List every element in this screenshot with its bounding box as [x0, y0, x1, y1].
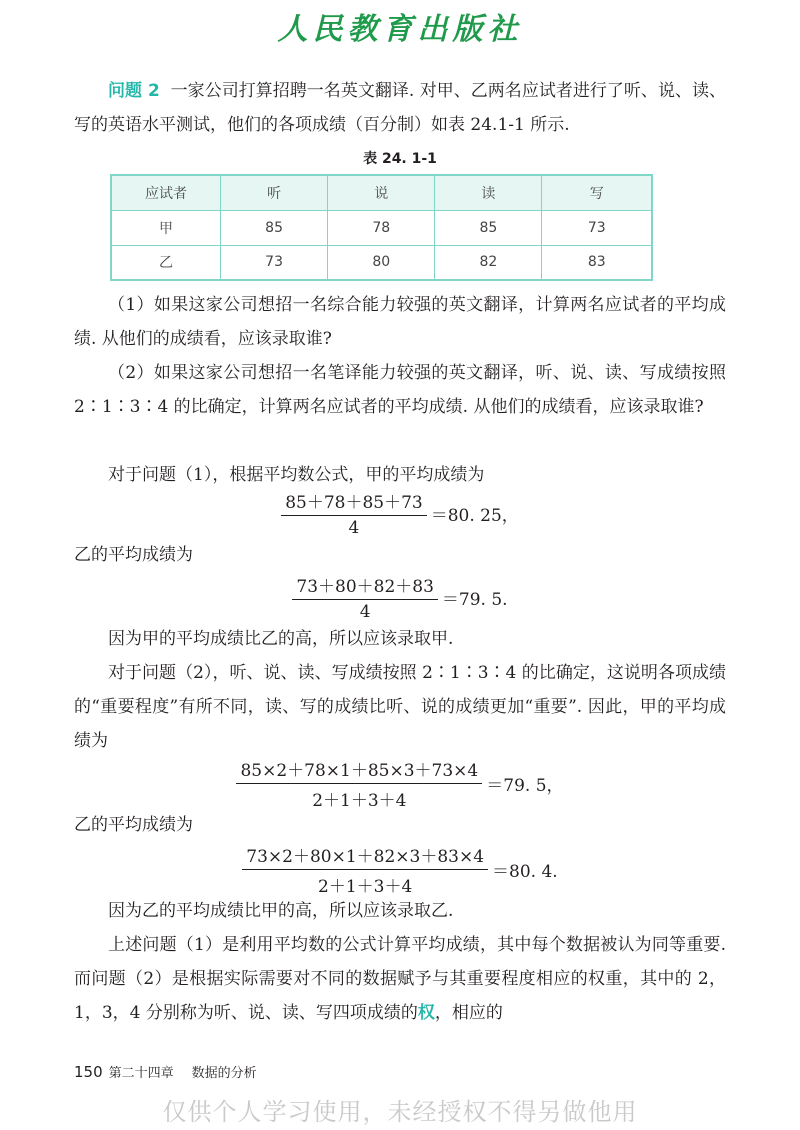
page-footer: [74, 1062, 257, 1081]
table-cell: 乙: [111, 245, 221, 280]
table-cell: 73: [221, 245, 328, 280]
table-caption: 表 24. 1-1: [363, 151, 437, 167]
closing-paragraph: [74, 928, 726, 1030]
table-header-row: [111, 175, 652, 210]
closing-text: 上述问题（1）是利用平均数的公式计算平均成绩，其中每个数据被认为同等重要. 而问题（2）是根据实际需要对不同的数据赋予与其重要程度相应的权重，其中的 2，1，3，4 分别称为听、说、读、写四项成绩的: [74, 935, 726, 1023]
solution-1-yi-intro: 乙的平均成绩为: [74, 545, 193, 565]
fraction: [242, 842, 488, 897]
publisher-logo: 人民教育出版社: [277, 12, 523, 47]
solution-1-intro: 对于问题（1），根据平均数公式，甲的平均成绩为: [108, 465, 485, 485]
fraction: [236, 756, 482, 811]
table-cell: 甲: [111, 210, 221, 245]
question-2: （2）如果这家公司想招一名笔译能力较强的英文翻译，听、说、读、写成绩按照 2∶1∶3∶4 的比确定，计算两名应试者的平均成绩. 从他们的成绩看，应该录取谁?: [74, 363, 726, 417]
table-cell: 78: [328, 210, 435, 245]
denominator: 4: [359, 602, 371, 622]
numerator: 73＋80＋82＋83: [292, 572, 438, 600]
scores-table: [110, 174, 653, 281]
formula-jia-weighted-mean: [0, 756, 800, 811]
fraction: [292, 572, 438, 622]
formula-result: ＝79. 5.: [441, 589, 508, 610]
chapter-number: 第二十四章: [108, 1066, 174, 1081]
formula-yi-weighted-mean: [0, 842, 800, 897]
solution-2-conclusion: 因为乙的平均成绩比甲的高，所以应该录取乙.: [108, 901, 454, 921]
table-cell: 73: [542, 210, 652, 245]
page-number: 150: [74, 1063, 103, 1081]
numerator: 85＋78＋85＋73: [281, 488, 427, 516]
header-cell: 听: [221, 175, 328, 210]
table-row: [111, 245, 652, 280]
fraction: [281, 488, 427, 538]
denominator: 4: [348, 518, 360, 538]
formula-result: ＝80. 25，: [430, 505, 519, 526]
header-cell: 说: [328, 175, 435, 210]
solution-2-yi-intro: 乙的平均成绩为: [74, 815, 193, 835]
formula-jia-simple-mean: [0, 488, 800, 538]
closing-text-end: ，相应的: [434, 1003, 503, 1023]
question-1: （1）如果这家公司想招一名综合能力较强的英文翻译，计算两名应试者的平均成绩. 从他们的成绩看，应该录取谁?: [74, 295, 726, 349]
header-cell: 写: [542, 175, 652, 210]
chapter-title: 数据的分析: [191, 1066, 257, 1081]
problem-2-paragraph: [74, 74, 726, 142]
header-cell: 应试者: [111, 175, 221, 210]
numerator: 73×2＋80×1＋82×3＋83×4: [242, 842, 488, 870]
denominator: 2＋1＋3＋4: [318, 877, 413, 897]
denominator: 2＋1＋3＋4: [312, 791, 407, 811]
table-cell: 85: [435, 210, 542, 245]
numerator: 85×2＋78×1＋85×3＋73×4: [236, 756, 482, 784]
term-weight-highlight: 权: [417, 1003, 435, 1023]
table-cell: 85: [221, 210, 328, 245]
solution-2-intro: 对于问题（2），听、说、读、写成绩按照 2∶1∶3∶4 的比确定，这说明各项成绩的“重要程度”有所不同，读、写的成绩比听、说的成绩更加“重要”. 因此，甲的平均成绩为: [74, 663, 726, 751]
header-cell: 读: [435, 175, 542, 210]
solution-1-conclusion: 因为甲的平均成绩比乙的高，所以应该录取甲.: [108, 629, 454, 649]
problem-text: 一家公司打算招聘一名英文翻译. 对甲、乙两名应试者进行了听、说、读、写的英语水平测试，他们的各项成绩（百分制）如表 24.1-1 所示.: [74, 81, 727, 135]
problem-label: 问题 2: [108, 81, 160, 101]
table-cell: 80: [328, 245, 435, 280]
formula-result: ＝80. 4.: [492, 862, 558, 882]
table-cell: 82: [435, 245, 542, 280]
formula-yi-simple-mean: [0, 572, 800, 622]
table-cell: 83: [542, 245, 652, 280]
formula-result: ＝79. 5，: [486, 776, 564, 796]
table-row: [111, 210, 652, 245]
watermark: 仅供个人学习使用，未经授权不得另做他用: [162, 1098, 638, 1126]
